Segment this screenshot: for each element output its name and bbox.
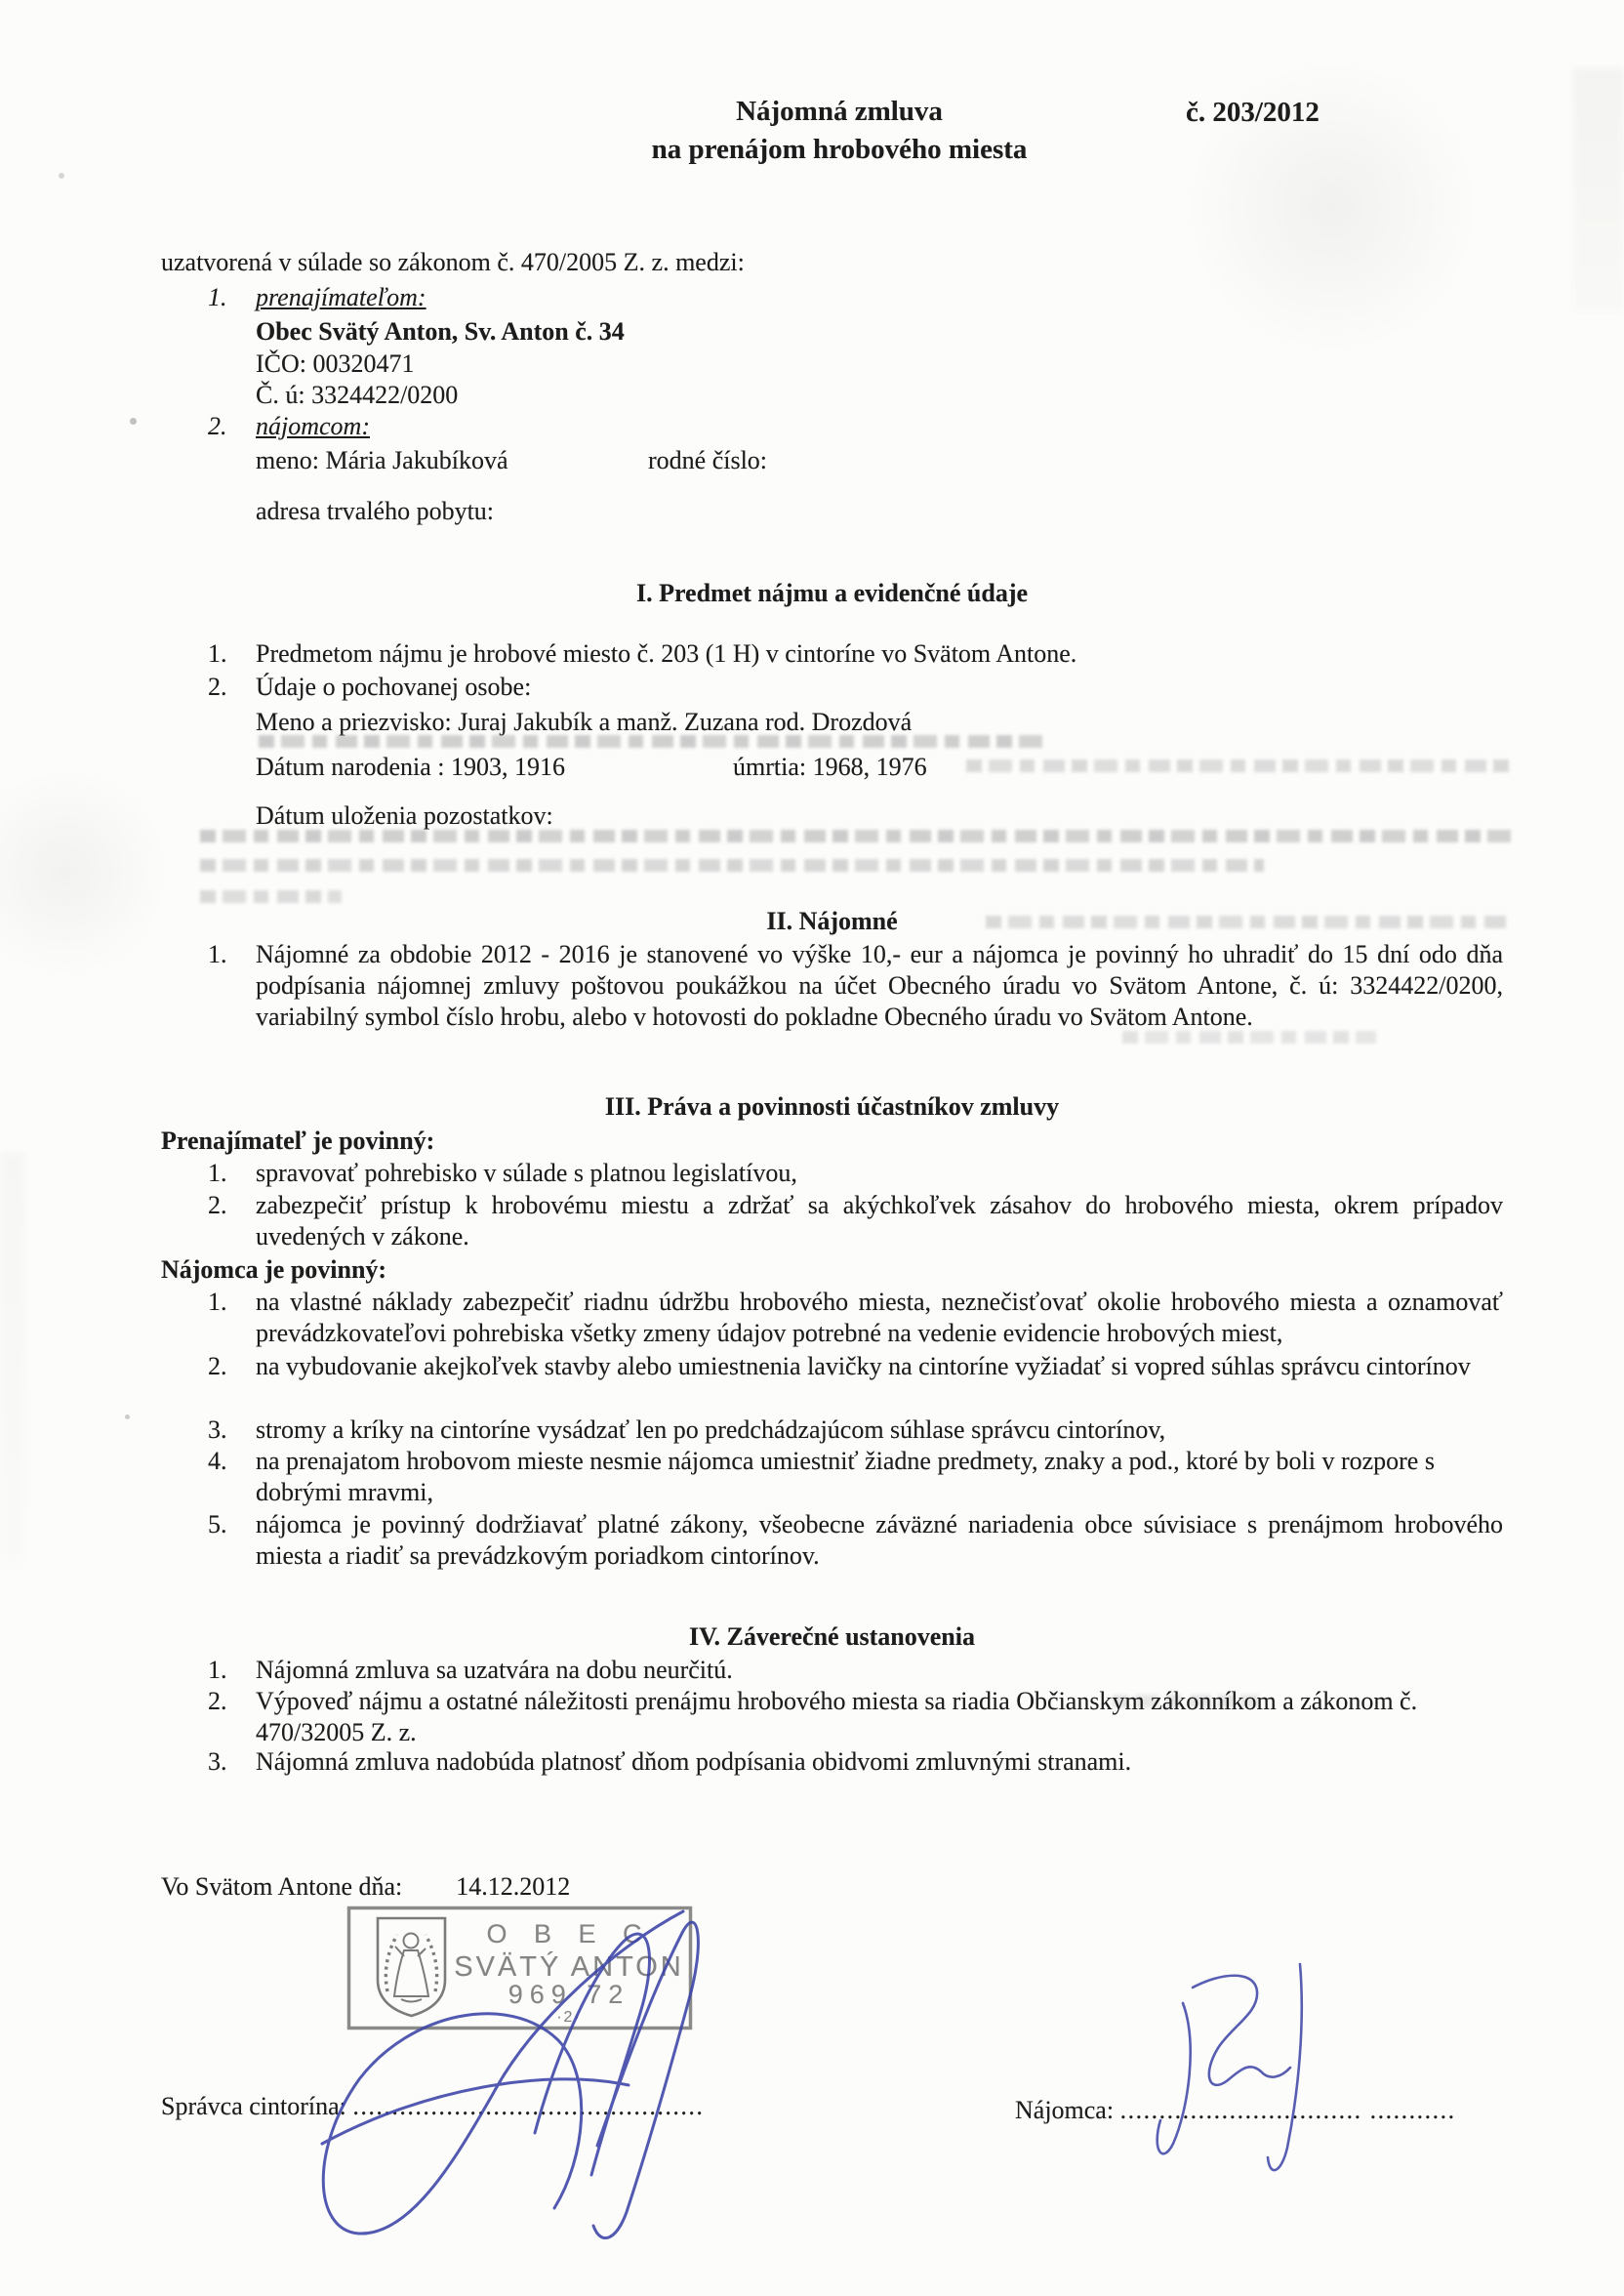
scan-edge-shade [1573,68,1624,312]
bleed-through-artifact [200,859,1264,872]
section4-item-1 [208,1655,1503,1686]
party1-role: prenajímateľom: [256,283,426,311]
burial-date-line: Dátum uloženia pozostatkov: [256,801,553,830]
party2-name-line: meno: Mária Jakubíková [256,446,508,474]
tenant-item-2 [208,1351,1503,1382]
caretaker-signature-label: Správca cintorína: [161,2092,346,2120]
landlord-item-1 [208,1158,1503,1189]
section2-heading: II. Nájomné [766,907,898,935]
tenant-signature-ink [1157,1964,1302,2170]
scan-edge-shade [0,1152,25,1562]
tenant-item-5 [208,1509,1503,1572]
section1-heading: I. Predmet nájmu a evidenčné údaje [635,579,1029,607]
intro-line: uzatvorená v súlade so zákonom č. 470/2005 Z. z. medzi: [161,248,745,276]
landlord-item-1-number: 1. [208,1159,227,1187]
contract-number: č. 203/2012 [1186,97,1320,128]
party1-account: Č. ú: 3324422/0200 [256,381,459,409]
section1-item-1-text: Predmetom nájmu je hrobové miesto č. 203 (1 H) v cintoríne vo Svätom Antone. [256,639,1077,668]
section1-item-1-number: 1. [208,639,227,668]
landlord-item-2 [208,1190,1503,1252]
party2-role-row [208,411,1503,442]
tenant-signature-label: Nájomca: [1015,2096,1115,2124]
place-date-label: Vo Svätom Antone dňa: [161,1872,403,1901]
stamp-line-postcode: 969 72 [508,1980,630,2009]
landlord-obligations-heading: Prenajímateľ je povinný: [161,1127,435,1155]
tenant-item-4 [208,1446,1503,1508]
section4-item-2-number: 2. [208,1687,227,1715]
section4-item-3-number: 3. [208,1747,227,1776]
section2-item-1 [208,939,1503,1033]
tenant-item-3 [208,1414,1503,1446]
tenant-item-4-text: na prenajatom hrobovom mieste nesmie nájomca umiestniť žiadne predmety, znaky a pod., ktoré by boli v rozpore s dobrými mravmi, [256,1447,1435,1506]
tenant-item-1-text: na vlastné náklady zabezpečiť riadnu údržbu hrobového miesta, neznečisťovať okolie hrobového miesta a oznamovať prevádzkovateľovi pohrebiska všetky zmeny údajov potrebné na vedenie evidencie hrobových miest, [256,1288,1503,1347]
stamp-line-obec: O B E C [486,1919,652,1948]
tenant-item-3-text: stromy a kríky na cintoríne vysádzať len po predchádzajúcom súhlase správcu cintorínov, [256,1415,1166,1444]
bleed-through-artifact [200,830,1513,842]
stamp-line-village: SVÄTÝ ANTON [454,1951,684,1983]
section4-item-1-text: Nájomná zmluva sa uzatvára na dobu neurčitú. [256,1656,733,1684]
stamp-graphic [346,1906,693,2030]
landlord-item-1-text: spravovať pohrebisko v súlade s platnou legislatívou, [256,1159,797,1187]
section4-heading: IV. Záverečné ustanovenia [689,1622,975,1651]
municipal-stamp [346,1906,693,2030]
party1-role-row [208,282,1503,313]
stamp-line-index: ·2· [556,2009,582,2026]
section4-item-2-text: Výpoveď nájmu a ostatné náležitosti prenájmu hrobového miesta sa riadia Občianskym zákonníkom a zákonom č. 470/32005 Z. z. [256,1687,1418,1746]
section2-item-1-text: Nájomné za obdobie 2012 - 2016 je stanovené vo výške 10,- eur a nájomca je povinný ho uhradiť do 15 dní odo dňa podpísania nájomnej zmluvy poštovou poukážkou na účet Obecného úradu vo Svätom Antone, č. ú: 3324422/0200, variabilný symbol číslo hrobu, alebo v hotovosti do pokladne Obecného úradu vo Svätom Antone. [256,940,1503,1031]
bleed-through-artifact [259,735,1049,748]
scan-speckle [59,173,64,179]
tenant-item-2-text: na vybudovanie akejkoľvek stavby alebo umiestnenia lavičky na cintoríne vyžiadať si vopred súhlas správcu cintorínov [256,1352,1471,1380]
bleed-through-artifact [200,890,342,903]
section2-item-1-number: 1. [208,940,227,968]
caretaker-signature-dots: ............................................. [352,2092,705,2120]
tenant-obligations-heading: Nájomca je povinný: [161,1255,387,1284]
section4-item-1-number: 1. [208,1656,227,1684]
tenant-signature-dots: ............................... ........... [1119,2096,1456,2124]
coat-of-arms-icon [378,1918,445,2016]
party1-name: Obec Svätý Anton, Sv. Anton č. 34 [256,317,625,346]
landlord-item-2-number: 2. [208,1191,227,1219]
contract-date: 14.12.2012 [456,1872,571,1901]
title-line-2: na prenájom hrobového miesta [651,134,1028,165]
tenant-item-2-number: 2. [208,1352,227,1380]
tenant-item-5-text: nájomca je povinný dodržiavať platné zákony, všeobecne záväzné nariadenia obce súvisiace s prenájmom hrobového miesta a riadiť sa prevádzkovým poriadkom cintorínov. [256,1510,1503,1570]
section3-heading: III. Práva a povinnosti účastníkov zmluvy [604,1092,1060,1121]
party2-address-label: adresa trvalého pobytu: [256,497,495,525]
scan-speckle [130,418,137,425]
landlord-item-2-text: zabezpečiť prístup k hrobovému miestu a zdržať sa akýchkoľvek zásahov do hrobového miesta, okrem prípadov uvedených v zákone. [256,1191,1503,1250]
section4-item-3-text: Nájomná zmluva nadobúda platnosť dňom podpísania obidvomi zmluvnými stranami. [256,1747,1132,1776]
death-dates-line: úmrtia: 1968, 1976 [733,753,927,781]
section1-item-2-number: 2. [208,673,227,701]
party1-number: 1. [208,283,227,311]
section1-item-2-text: Údaje o pochovanej osobe: [256,673,532,701]
section4-item-3 [208,1746,1503,1778]
tenant-item-1-number: 1. [208,1288,227,1316]
section1-item-2 [208,672,1503,703]
party2-birth-number-label: rodné číslo: [648,446,768,474]
tenant-item-1 [208,1287,1503,1349]
bleed-through-artifact [966,759,1513,772]
tenant-item-4-number: 4. [208,1447,227,1475]
place-date-row [161,1871,570,1903]
tenant-item-3-number: 3. [208,1415,227,1444]
deceased-name-line: Meno a priezvisko: Juraj Jakubík a manž. Zuzana rod. Drozdová [256,708,913,736]
document-title [488,93,1191,169]
tenant-item-5-number: 5. [208,1510,227,1538]
caretaker-signature-row [161,2091,704,2122]
party1-ico: IČO: 00320471 [256,349,415,378]
party2-role: nájomcom: [256,412,370,440]
title-line-1: Nájomná zmluva [736,96,943,127]
section4-item-2 [208,1686,1503,1748]
section1-item-1 [208,638,1503,670]
birth-dates-line: Dátum narodenia : 1903, 1916 [256,753,565,781]
tenant-signature-row [1015,2095,1456,2126]
scan-speckle [125,1414,130,1419]
party2-number: 2. [208,412,227,440]
